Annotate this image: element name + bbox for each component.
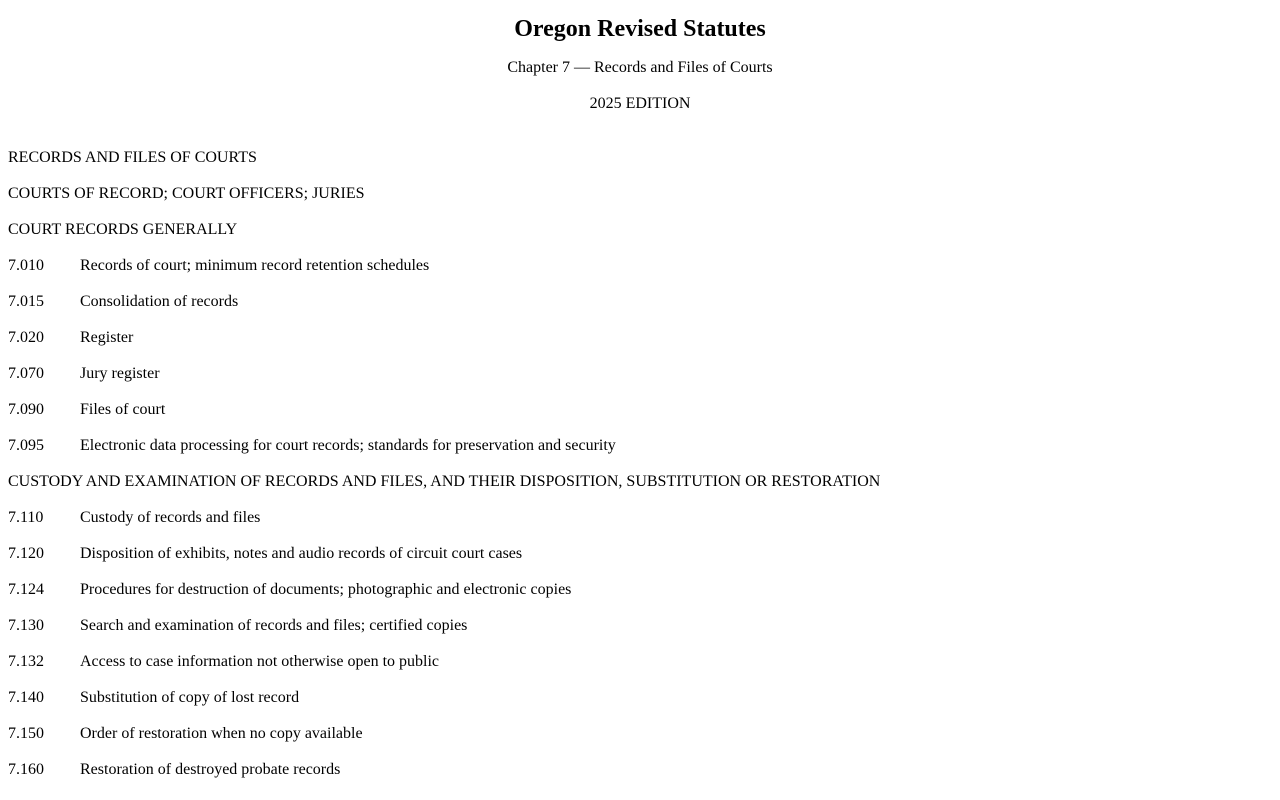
toc-section bbox=[8, 724, 1268, 760]
section-number: 7.160 bbox=[8, 761, 44, 778]
section-number: 7.090 bbox=[8, 401, 44, 418]
toc-section bbox=[8, 652, 1268, 688]
toc-heading: CUSTODY AND EXAMINATION OF RECORDS AND FILES, AND THEIR DISPOSITION, SUBSTITUTION OR RESTORATION bbox=[8, 473, 881, 490]
section-number: 7.070 bbox=[8, 365, 44, 382]
table-of-contents bbox=[8, 148, 1268, 796]
toc-section bbox=[8, 436, 1268, 472]
section-title: Order of restoration when no copy available bbox=[80, 725, 363, 742]
edition-label: 2025 EDITION bbox=[589, 95, 691, 112]
section-title: Search and examination of records and files; certified copies bbox=[80, 617, 468, 634]
toc-section bbox=[8, 580, 1268, 616]
section-title: Substitution of copy of lost record bbox=[80, 689, 300, 706]
section-number: 7.015 bbox=[8, 293, 44, 310]
toc-section bbox=[8, 760, 1268, 796]
toc-heading: COURTS OF RECORD; COURT OFFICERS; JURIES bbox=[8, 185, 365, 202]
section-number: 7.120 bbox=[8, 545, 44, 562]
section-title: Electronic data processing for court records; standards for preservation and security bbox=[80, 437, 616, 454]
section-number: 7.132 bbox=[8, 653, 44, 670]
section-number: 7.020 bbox=[8, 329, 44, 346]
toc-heading: RECORDS AND FILES OF COURTS bbox=[8, 149, 257, 166]
toc-section bbox=[8, 688, 1268, 724]
section-number: 7.140 bbox=[8, 689, 44, 706]
section-title: Consolidation of records bbox=[80, 293, 239, 310]
section-number: 7.095 bbox=[8, 437, 44, 454]
section-title: Custody of records and files bbox=[80, 509, 261, 526]
toc-section bbox=[8, 400, 1268, 436]
toc-section bbox=[8, 292, 1268, 328]
section-number: 7.010 bbox=[8, 257, 44, 274]
toc-section bbox=[8, 508, 1268, 544]
section-title: Files of court bbox=[80, 401, 166, 418]
page-title: Oregon Revised Statutes bbox=[514, 16, 766, 42]
toc-section bbox=[8, 544, 1268, 580]
section-number: 7.150 bbox=[8, 725, 44, 742]
section-title: Register bbox=[80, 329, 134, 346]
section-title: Jury register bbox=[80, 365, 160, 382]
section-title: Procedures for destruction of documents; photographic and electronic copies bbox=[80, 581, 572, 598]
toc-section bbox=[8, 328, 1268, 364]
toc-section bbox=[8, 256, 1268, 292]
section-number: 7.110 bbox=[8, 509, 44, 526]
section-title: Access to case information not otherwise open to public bbox=[80, 653, 440, 670]
section-title: Records of court; minimum record retention schedules bbox=[80, 257, 430, 274]
toc-section bbox=[8, 616, 1268, 652]
section-title: Disposition of exhibits, notes and audio records of circuit court cases bbox=[80, 545, 523, 562]
toc-section bbox=[8, 364, 1268, 400]
toc-heading: COURT RECORDS GENERALLY bbox=[8, 221, 238, 238]
chapter-subtitle: Chapter 7 — Records and Files of Courts bbox=[507, 59, 773, 76]
section-number: 7.124 bbox=[8, 581, 44, 598]
section-number: 7.130 bbox=[8, 617, 44, 634]
section-title: Restoration of destroyed probate records bbox=[80, 761, 341, 778]
